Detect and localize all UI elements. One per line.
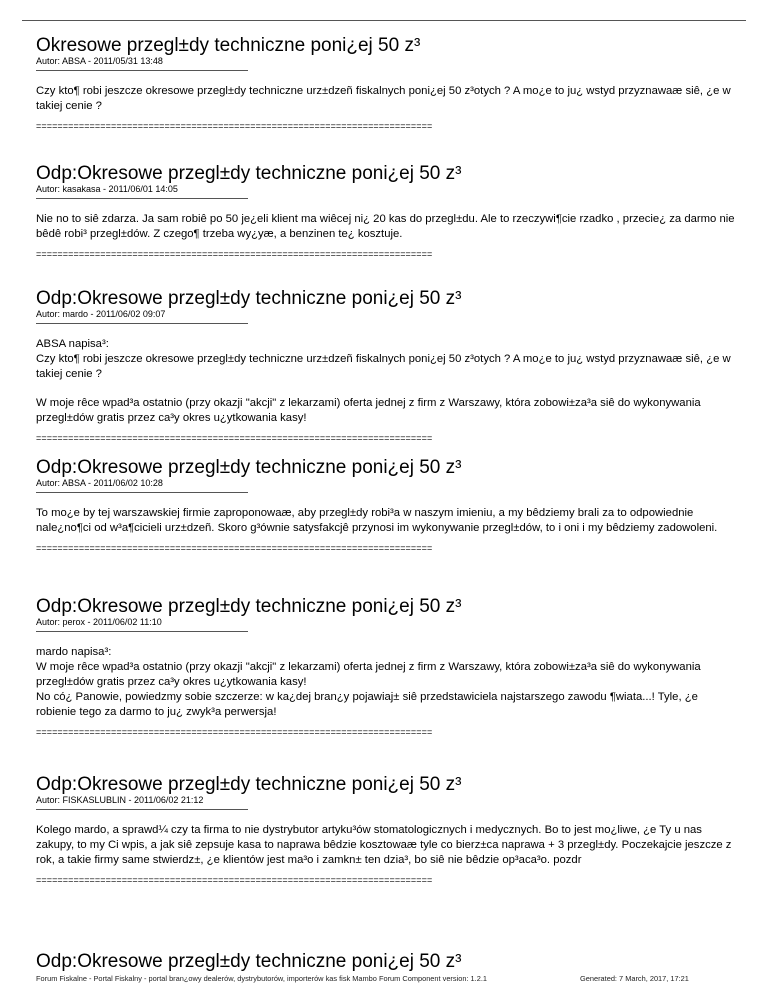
post-body (36, 212, 736, 242)
quote-author: mardo napisa³: (36, 646, 112, 658)
post-title: Odp:Okresowe przegl±dy techniczne poni¿ej 50 z³ (36, 596, 462, 617)
post-separator: ========================================================================== (36, 875, 433, 885)
post-title: Odp:Okresowe przegl±dy techniczne poni¿ej 50 z³ (36, 288, 462, 309)
quoted-text: Czy kto¶ robi jeszcze okresowe przegl±dy techniczne urz±dzeñ fiskalnych poni¿ej 50 z³otych ? A mo¿e to ju¿ wstyd przyznawaæ siê, ¿e w takiej cenie ? (36, 353, 731, 380)
quoted-text: W moje rêce wpad³a ostatnio (przy okazji "akcji" z lekarzami) oferta jednej z firm z Warszawy, która zobowi±za³a siê do wykonywania przegl±dów gratis przez ca³y okres u¿ytkowania kasy! (36, 661, 701, 688)
post-separator: ========================================================================== (36, 121, 433, 131)
post-paragraph: Nie no to siê zdarza. Ja sam robiê po 50 je¿eli klient ma wiêcej ni¿ 20 kas do przegl±du. Ale to rzeczywi¶cie rzadko , przecie¿ za darmo nie bêdê robi³ przegl±dów. Z czego¶ trzeba wy¿yæ, a benzinen te¿ kosztuje. (36, 213, 735, 240)
post-title: Odp:Okresowe przegl±dy techniczne poni¿ej 50 z³ (36, 457, 462, 478)
post-separator: ========================================================================== (36, 249, 433, 259)
forum-post (36, 458, 736, 553)
footer-generated-date: Generated: 7 March, 2017, 17:21 (580, 974, 689, 983)
post-body (36, 823, 736, 868)
quote-author: ABSA napisa³: (36, 338, 109, 350)
post-author-date: Autor: ABSA - 2011/05/31 13:48 (36, 56, 163, 66)
meta-divider (36, 809, 248, 810)
post-title: Odp:Okresowe przegl±dy techniczne poni¿ej 50 z³ (36, 774, 462, 795)
post-paragraph: No có¿ Panowie, powiedzmy sobie szczerze: w ka¿dej bran¿y pojawiaj± siê przedstawiciela najstarszego zawodu ¶wiata...! Tyle, ¿e robienie tego za darmo to ju¿ zwyk³a perwersja! (36, 691, 698, 718)
post-paragraph: Kolego mardo, a sprawd¼ czy ta firma to nie dystrybutor artyku³ów stomatologicznych i medycznych. Bo to jest mo¿liwe, ¿e Ty u nas zakupy, to my Ci wpis, a jak siê zepsuje kasa to naprawa bêdzie kosztowaæ tyle co bierz±ca naprawa + 3 przegl±dy. Poczekajcie jeszcze z rok, a takie firmy same stwierdz±, ¿e klientów jest ma³o i zamkn± ten dzia³, bo siê nie bêdzie op³aca³o. pozdr (36, 824, 732, 866)
post-paragraph: To mo¿e by tej warszawskiej firmie zaproponowaæ, aby przegl±dy robi³a w naszym imieniu, a my bêdziemy brali za to odpowiednie nale¿no¶ci od w³a¶cicieli urz±dzeñ. Skoro g³ównie satysfakcjê przynosi im wykonywanie przegl±dów, to i oni i my bêdziemy zadowoleni. (36, 507, 718, 534)
post-title: Odp:Okresowe przegl±dy techniczne poni¿ej 50 z³ (36, 163, 462, 184)
meta-divider (36, 492, 248, 493)
post-separator: ========================================================================== (36, 433, 433, 443)
post-separator: ========================================================================== (36, 543, 433, 553)
post-paragraph: W moje rêce wpad³a ostatnio (przy okazji "akcji" z lekarzami) oferta jednej z firm z Warszawy, która zobowi±za³a siê do wykonywania przegl±dów gratis przez ca³y okres u¿ytkowania kasy! (36, 397, 701, 424)
post-author-date: Autor: kasakasa - 2011/06/01 14:05 (36, 184, 178, 194)
post-author-date: Autor: ABSA - 2011/06/02 10:28 (36, 478, 163, 488)
footer-source: Forum Fiskalne - Portal Fiskalny - portal bran¿owy dealerów, dystrybutorów, importerów kas fisk Mambo Forum Component version: 1.2.1 (36, 974, 487, 983)
post-body (36, 645, 736, 720)
post-author-date: Autor: mardo - 2011/06/02 09:07 (36, 309, 166, 319)
meta-divider (36, 631, 248, 632)
post-paragraph: Czy kto¶ robi jeszcze okresowe przegl±dy techniczne urz±dzeñ fiskalnych poni¿ej 50 z³otych ? A mo¿e to ju¿ wstyd przyznawaæ siê, ¿e w takiej cenie ? (36, 85, 731, 112)
post-title: Okresowe przegl±dy techniczne poni¿ej 50 z³ (36, 35, 421, 56)
meta-divider (36, 70, 248, 71)
meta-divider (36, 198, 248, 199)
forum-post (36, 289, 736, 443)
post-body (36, 337, 736, 426)
forum-post (36, 597, 736, 737)
forum-post (36, 164, 736, 259)
post-author-date: Autor: perox - 2011/06/02 11:10 (36, 617, 162, 627)
forum-post (36, 36, 736, 131)
post-title: Odp:Okresowe przegl±dy techniczne poni¿ej 50 z³ (36, 951, 462, 972)
post-separator: ========================================================================== (36, 727, 433, 737)
meta-divider (36, 323, 248, 324)
post-body (36, 506, 736, 536)
page-footer (36, 973, 736, 985)
forum-post (36, 952, 736, 972)
top-rule (22, 20, 746, 21)
forum-post (36, 775, 736, 885)
post-body (36, 84, 736, 114)
post-author-date: Autor: FISKASLUBLIN - 2011/06/02 21:12 (36, 795, 204, 805)
